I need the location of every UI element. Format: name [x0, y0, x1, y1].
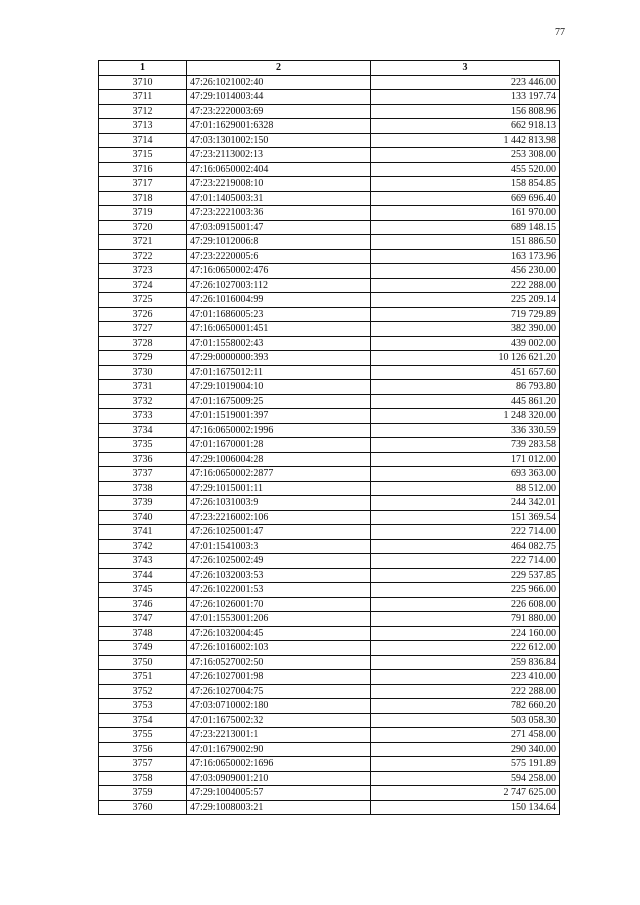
cadastral-value: 151 369.54 [371, 510, 560, 525]
row-number: 3747 [99, 612, 187, 627]
cadastral-number: 47:03:0909001:210 [187, 771, 371, 786]
cadastral-value: 739 283.58 [371, 438, 560, 453]
cadastral-value: 151 886.50 [371, 235, 560, 250]
table-row [99, 800, 560, 815]
cadastral-number: 47:29:1006004:28 [187, 452, 371, 467]
cadastral-number: 47:26:1025002:49 [187, 554, 371, 569]
cadastral-number: 47:26:1021002:40 [187, 75, 371, 90]
cadastral-value: 271 458.00 [371, 728, 560, 743]
cadastral-number: 47:26:1016004:99 [187, 293, 371, 308]
cadastral-number: 47:01:1670001:28 [187, 438, 371, 453]
cadastral-value: 455 520.00 [371, 162, 560, 177]
cadastral-value: 222 714.00 [371, 554, 560, 569]
table-row [99, 90, 560, 105]
row-number: 3718 [99, 191, 187, 206]
row-number: 3756 [99, 742, 187, 757]
cadastral-number: 47:23:2216002:106 [187, 510, 371, 525]
row-number: 3712 [99, 104, 187, 119]
row-number: 3728 [99, 336, 187, 351]
row-number: 3739 [99, 496, 187, 511]
cadastral-value: 689 148.15 [371, 220, 560, 235]
cadastral-number: 47:26:1032004:45 [187, 626, 371, 641]
table-row [99, 713, 560, 728]
cadastral-value: 669 696.40 [371, 191, 560, 206]
row-number: 3736 [99, 452, 187, 467]
table-row [99, 481, 560, 496]
table-row [99, 162, 560, 177]
table-row [99, 452, 560, 467]
cadastral-value: 259 836.84 [371, 655, 560, 670]
cadastral-number: 47:16:0650002:404 [187, 162, 371, 177]
cadastral-value: 575 191.89 [371, 757, 560, 772]
cadastral-value: 158 854.85 [371, 177, 560, 192]
row-number: 3749 [99, 641, 187, 656]
cadastral-value: 594 258.00 [371, 771, 560, 786]
row-number: 3724 [99, 278, 187, 293]
row-number: 3741 [99, 525, 187, 540]
row-number: 3753 [99, 699, 187, 714]
row-number: 3729 [99, 351, 187, 366]
row-number: 3719 [99, 206, 187, 221]
row-number: 3722 [99, 249, 187, 264]
cadastral-value: 503 058.30 [371, 713, 560, 728]
cadastral-number: 47:26:1027003:112 [187, 278, 371, 293]
cadastral-value: 163 173.96 [371, 249, 560, 264]
table-row [99, 786, 560, 801]
cadastral-value: 456 230.00 [371, 264, 560, 279]
table-row [99, 336, 560, 351]
row-number: 3737 [99, 467, 187, 482]
page-number: 77 [555, 27, 565, 38]
cadastral-value: 290 340.00 [371, 742, 560, 757]
cadastral-value: 224 160.00 [371, 626, 560, 641]
table-row [99, 220, 560, 235]
table-row [99, 757, 560, 772]
cadastral-number: 47:29:1014003:44 [187, 90, 371, 105]
row-number: 3757 [99, 757, 187, 772]
row-number: 3730 [99, 365, 187, 380]
cadastral-number: 47:01:1405003:31 [187, 191, 371, 206]
cadastral-value: 225 966.00 [371, 583, 560, 598]
cadastral-value: 382 390.00 [371, 322, 560, 337]
table-row [99, 75, 560, 90]
table-row [99, 728, 560, 743]
row-number: 3727 [99, 322, 187, 337]
cadastral-number: 47:01:1558002:43 [187, 336, 371, 351]
cadastral-value: 222 288.00 [371, 684, 560, 699]
column-header-3: 3 [371, 61, 560, 76]
cadastral-number: 47:01:1675002:32 [187, 713, 371, 728]
row-number: 3740 [99, 510, 187, 525]
cadastral-number: 47:01:1519001:397 [187, 409, 371, 424]
cadastral-number: 47:23:2219008:10 [187, 177, 371, 192]
cadastral-value: 464 082.75 [371, 539, 560, 554]
column-header-1: 1 [99, 61, 187, 76]
cadastral-number: 47:29:1008003:21 [187, 800, 371, 815]
cadastral-number: 47:26:1025001:47 [187, 525, 371, 540]
cadastral-number: 47:01:1675012:11 [187, 365, 371, 380]
table-row [99, 742, 560, 757]
cadastral-value: 244 342.01 [371, 496, 560, 511]
cadastral-number: 47:29:1019004:10 [187, 380, 371, 395]
cadastral-number: 47:23:2213001:1 [187, 728, 371, 743]
table-row [99, 525, 560, 540]
cadastral-number: 47:03:1301002:150 [187, 133, 371, 148]
table-row [99, 380, 560, 395]
row-number: 3743 [99, 554, 187, 569]
cadastral-value: 171 012.00 [371, 452, 560, 467]
cadastral-number: 47:16:0650002:1996 [187, 423, 371, 438]
header-row [99, 61, 560, 76]
table-row [99, 322, 560, 337]
row-number: 3750 [99, 655, 187, 670]
row-number: 3713 [99, 119, 187, 134]
cadastral-value: 336 330.59 [371, 423, 560, 438]
row-number: 3725 [99, 293, 187, 308]
table-row [99, 423, 560, 438]
table-row [99, 684, 560, 699]
row-number: 3748 [99, 626, 187, 641]
cadastral-value: 662 918.13 [371, 119, 560, 134]
cadastral-value: 229 537.85 [371, 568, 560, 583]
cadastral-value: 222 288.00 [371, 278, 560, 293]
cadastral-number: 47:26:1032003:53 [187, 568, 371, 583]
cadastral-number: 47:16:0650002:2877 [187, 467, 371, 482]
row-number: 3755 [99, 728, 187, 743]
table-row [99, 206, 560, 221]
cadastral-value: 10 126 621.20 [371, 351, 560, 366]
row-number: 3752 [99, 684, 187, 699]
cadastral-value: 782 660.20 [371, 699, 560, 714]
row-number: 3715 [99, 148, 187, 163]
row-number: 3734 [99, 423, 187, 438]
table-body [99, 75, 560, 815]
table-row [99, 351, 560, 366]
cadastral-value: 223 446.00 [371, 75, 560, 90]
cadastral-number: 47:26:1027001:98 [187, 670, 371, 685]
cadastral-number: 47:29:1015001:11 [187, 481, 371, 496]
cadastral-number: 47:01:1679002:90 [187, 742, 371, 757]
cadastral-number: 47:16:0650001:451 [187, 322, 371, 337]
table-row [99, 148, 560, 163]
row-number: 3751 [99, 670, 187, 685]
table-row [99, 670, 560, 685]
row-number: 3721 [99, 235, 187, 250]
cadastral-number: 47:26:1031003:9 [187, 496, 371, 511]
cadastral-value: 156 808.96 [371, 104, 560, 119]
table-row [99, 568, 560, 583]
table-row [99, 438, 560, 453]
cadastral-number: 47:01:1675009:25 [187, 394, 371, 409]
cadastral-value: 1 248 320.00 [371, 409, 560, 424]
row-number: 3746 [99, 597, 187, 612]
table-row [99, 133, 560, 148]
cadastral-value: 88 512.00 [371, 481, 560, 496]
cadastral-number: 47:29:0000000:393 [187, 351, 371, 366]
cadastral-value: 439 002.00 [371, 336, 560, 351]
table-row [99, 264, 560, 279]
cadastral-value: 1 442 813.98 [371, 133, 560, 148]
cadastral-value: 791 880.00 [371, 612, 560, 627]
table-row [99, 539, 560, 554]
table-row [99, 191, 560, 206]
table-row [99, 554, 560, 569]
cadastral-number: 47:01:1553001:206 [187, 612, 371, 627]
cadastral-value: 222 612.00 [371, 641, 560, 656]
cadastral-number: 47:23:2113002:13 [187, 148, 371, 163]
cadastral-number: 47:16:0650002:1696 [187, 757, 371, 772]
cadastral-number: 47:23:2220005:6 [187, 249, 371, 264]
cadastral-number: 47:23:2220003:69 [187, 104, 371, 119]
cadastral-number: 47:26:1016002:103 [187, 641, 371, 656]
cadastral-value: 451 657.60 [371, 365, 560, 380]
table-row [99, 365, 560, 380]
row-number: 3733 [99, 409, 187, 424]
table-row [99, 307, 560, 322]
cadastral-value: 222 714.00 [371, 525, 560, 540]
table-row [99, 583, 560, 598]
cadastral-value: 150 134.64 [371, 800, 560, 815]
row-number: 3738 [99, 481, 187, 496]
table-row [99, 177, 560, 192]
cadastral-number: 47:03:0710002:180 [187, 699, 371, 714]
table-row [99, 104, 560, 119]
row-number: 3760 [99, 800, 187, 815]
cadastral-number: 47:29:1012006:8 [187, 235, 371, 250]
row-number: 3735 [99, 438, 187, 453]
row-number: 3717 [99, 177, 187, 192]
cadastral-value: 226 608.00 [371, 597, 560, 612]
row-number: 3714 [99, 133, 187, 148]
row-number: 3745 [99, 583, 187, 598]
cadastral-number: 47:01:1541003:3 [187, 539, 371, 554]
row-number: 3711 [99, 90, 187, 105]
row-number: 3758 [99, 771, 187, 786]
cadastral-value: 161 970.00 [371, 206, 560, 221]
table-row [99, 641, 560, 656]
cadastral-number: 47:16:0650002:476 [187, 264, 371, 279]
row-number: 3723 [99, 264, 187, 279]
table-row [99, 249, 560, 264]
cadastral-value: 719 729.89 [371, 307, 560, 322]
cadastral-value: 693 363.00 [371, 467, 560, 482]
table-row [99, 626, 560, 641]
cadastral-number: 47:26:1022001:53 [187, 583, 371, 598]
row-number: 3710 [99, 75, 187, 90]
row-number: 3742 [99, 539, 187, 554]
cadastral-value: 223 410.00 [371, 670, 560, 685]
table-row [99, 467, 560, 482]
row-number: 3731 [99, 380, 187, 395]
table-row [99, 409, 560, 424]
table-row [99, 394, 560, 409]
row-number: 3754 [99, 713, 187, 728]
cadastral-value: 253 308.00 [371, 148, 560, 163]
table-row [99, 119, 560, 134]
cadastral-number: 47:26:1026001:70 [187, 597, 371, 612]
cadastral-number: 47:26:1027004:75 [187, 684, 371, 699]
cadastral-value: 133 197.74 [371, 90, 560, 105]
table-row [99, 496, 560, 511]
cadastral-value: 2 747 625.00 [371, 786, 560, 801]
row-number: 3720 [99, 220, 187, 235]
cadastral-value: 86 793.80 [371, 380, 560, 395]
cadastral-number: 47:16:0527002:50 [187, 655, 371, 670]
table-row [99, 699, 560, 714]
table-row [99, 510, 560, 525]
cadastral-value: 225 209.14 [371, 293, 560, 308]
table-row [99, 235, 560, 250]
cadastral-number: 47:01:1629001:6328 [187, 119, 371, 134]
table-row [99, 612, 560, 627]
cadastral-number: 47:03:0915001:47 [187, 220, 371, 235]
cadastral-number: 47:01:1686005:23 [187, 307, 371, 322]
cadastral-number: 47:29:1004005:57 [187, 786, 371, 801]
row-number: 3716 [99, 162, 187, 177]
table-row [99, 293, 560, 308]
table-row [99, 278, 560, 293]
table-row [99, 655, 560, 670]
registry-table [98, 60, 560, 815]
row-number: 3744 [99, 568, 187, 583]
row-number: 3726 [99, 307, 187, 322]
row-number: 3759 [99, 786, 187, 801]
cadastral-number: 47:23:2221003:36 [187, 206, 371, 221]
column-header-2: 2 [187, 61, 371, 76]
table-row [99, 597, 560, 612]
cadastral-value: 445 861.20 [371, 394, 560, 409]
row-number: 3732 [99, 394, 187, 409]
table-row [99, 771, 560, 786]
